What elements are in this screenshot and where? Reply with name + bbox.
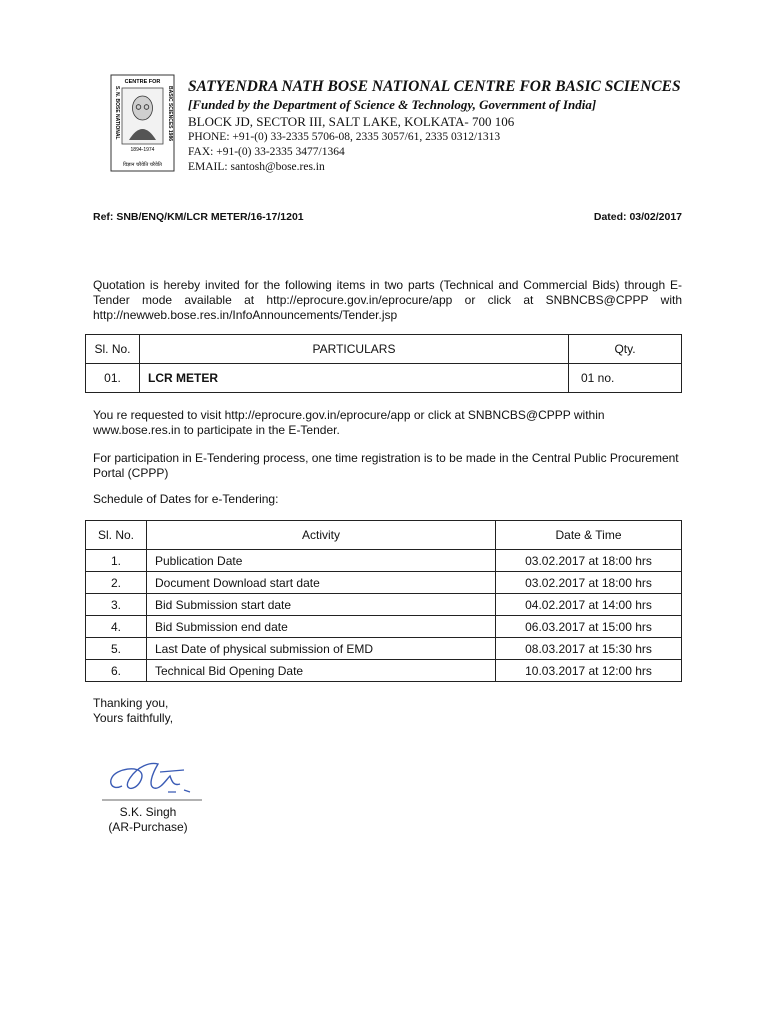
- item-particular: LCR METER: [140, 364, 569, 393]
- document-date: Dated: 03/02/2017: [593, 211, 682, 223]
- reference-number: Ref: SNB/ENQ/KM/LCR METER/16-17/1201: [93, 211, 304, 223]
- row-date: 04.02.2017 at 14:00 hrs: [496, 594, 682, 616]
- row-sl: 3.: [86, 594, 147, 616]
- row-sl: 1.: [86, 550, 147, 572]
- row-activity: Document Download start date: [147, 572, 496, 594]
- table-row: [86, 638, 682, 660]
- logo-hindi: विज्ञान चरैवेति चरैवेति: [123, 162, 162, 168]
- row-date: 10.03.2017 at 12:00 hrs: [496, 660, 682, 682]
- item-sl: 01.: [86, 364, 140, 393]
- header-date-time: Date & Time: [496, 521, 682, 550]
- header-particulars: PARTICULARS: [140, 335, 569, 364]
- row-activity: Publication Date: [147, 550, 496, 572]
- institute-name: SATYENDRA NATH BOSE NATIONAL CENTRE FOR BASIC SCIENCES: [188, 78, 681, 95]
- row-activity: Bid Submission end date: [147, 616, 496, 638]
- handwritten-signature: [100, 752, 204, 804]
- row-sl: 5.: [86, 638, 147, 660]
- logo-text-top: CENTRE FOR: [124, 79, 161, 85]
- items-table: [85, 334, 682, 393]
- row-activity: Technical Bid Opening Date: [147, 660, 496, 682]
- table-row: [86, 594, 682, 616]
- schedule-title: Schedule of Dates for e-Tendering:: [93, 492, 279, 506]
- institute-logo: [110, 74, 175, 172]
- table-row: [86, 616, 682, 638]
- header-sl-no: Sl. No.: [86, 335, 140, 364]
- logo-years: 1894-1974: [130, 147, 155, 153]
- closing-yours: Yours faithfully,: [93, 711, 174, 725]
- header-activity: Activity: [147, 521, 496, 550]
- address-line: BLOCK JD, SECTOR III, SALT LAKE, KOLKATA- 700 106: [188, 114, 515, 129]
- row-date: 03.02.2017 at 18:00 hrs: [496, 572, 682, 594]
- table-row: [86, 550, 682, 572]
- logo-text-right: BASIC SCIENCES 1986: [167, 86, 173, 142]
- table-header-row: [86, 521, 682, 550]
- item-qty: 01 no.: [569, 364, 682, 393]
- letterhead: [188, 78, 681, 175]
- table-header-row: [86, 335, 682, 364]
- table-row: [86, 364, 682, 393]
- logo-text-left: S. N. BOSE NATIONAL: [114, 86, 120, 140]
- signatory-name: S.K. Singh: [119, 805, 177, 819]
- table-row: [86, 660, 682, 682]
- schedule-table: [85, 520, 682, 682]
- row-activity: Bid Submission start date: [147, 594, 496, 616]
- signatory-designation: (AR-Purchase): [108, 820, 188, 834]
- registration-paragraph: For participation in E-Tendering process, one time registration is to be made in the Central Public Procurement Portal (CPPP): [93, 451, 679, 480]
- email-line: EMAIL: santosh@bose.res.in: [188, 161, 325, 173]
- row-date: 06.03.2017 at 15:00 hrs: [496, 616, 682, 638]
- row-sl: 2.: [86, 572, 147, 594]
- header-qty: Qty.: [569, 335, 682, 364]
- table-row: [86, 572, 682, 594]
- phone-line: PHONE: +91-(0) 33-2335 5706-08, 2335 3057/61, 2335 0312/1313: [188, 131, 501, 143]
- row-date: 03.02.2017 at 18:00 hrs: [496, 550, 682, 572]
- funding-line: [Funded by the Department of Science & Technology, Government of India]: [188, 97, 597, 112]
- header-sl-no: Sl. No.: [86, 521, 147, 550]
- closing-thanks: Thanking you,: [93, 696, 169, 710]
- fax-line: FAX: +91-(0) 33-2335 3477/1364: [188, 146, 345, 158]
- intro-paragraph: Quotation is hereby invited for the following items in two parts (Technical and Commercial Bids) through E-Tender mode available at http://eprocure.gov.in/eprocure/app or click at SNBNCBS@CPPP with http://newweb.bose.res.in/InfoAnnouncements/Tender.jsp: [93, 278, 682, 322]
- row-date: 08.03.2017 at 15:30 hrs: [496, 638, 682, 660]
- row-activity: Last Date of physical submission of EMD: [147, 638, 496, 660]
- row-sl: 4.: [86, 616, 147, 638]
- visit-paragraph: You re requested to visit http://eprocure.gov.in/eprocure/app or click at SNBNCBS@CPPP within www.bose.res.in to participate in the E-Tender.: [93, 408, 605, 437]
- row-sl: 6.: [86, 660, 147, 682]
